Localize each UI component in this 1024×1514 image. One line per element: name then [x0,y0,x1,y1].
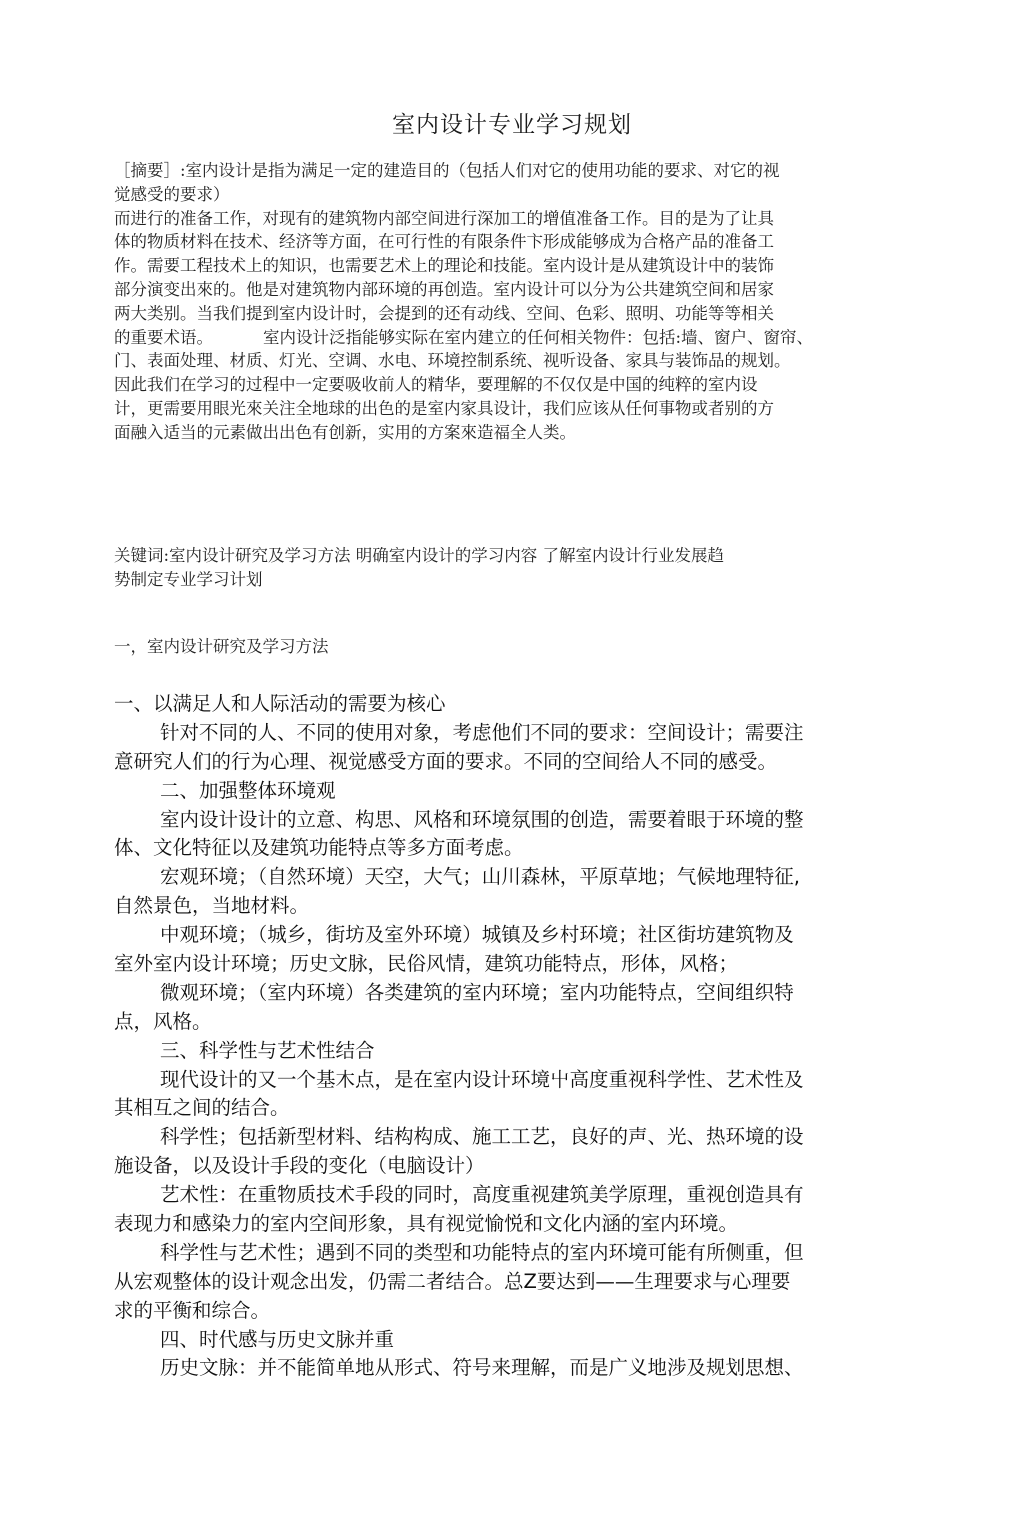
body-line: 其相互之间的结合。 [114,1096,290,1120]
body-line: 宏观环境；（自然环境）天空，大气；山川森林，平原草地；气候地理特征, [160,865,800,889]
body-line: 意研究人们的行为心理、视觉感受方面的要求。不同的空间给人不同的感受。 [114,749,778,773]
body-line: 现代设计的又一个基木点，是在室内设计环境屮高度重视科学性、艺术性及 [160,1067,804,1091]
body-line: 施设备，以及设计手段的变化（电脑设计） [114,1154,485,1178]
abstract-line: 作。需要工程技术上的知识，也需要艺术上的理论和技能。室内设计是从建筑设计中的装饰 [114,256,774,276]
abstract-line: 部分演变出來的。他是对建筑物内部环境的再创造。室内设计可以分为公共建筑空间和居家 [114,279,774,299]
body-line: 从宏观整体的设计观念出发，仍需二者结合。总Z要达到——生理要求与心理要 [114,1269,791,1293]
body-line: 微观环境；（室内环境）各类建筑的室内环境；室内功能特点，空间组织特 [160,980,794,1004]
abstract-line: 面融入适当的元素做出出色有创新，实用的方案來造福全人类。 [114,422,576,442]
body-line: 点，风格。 [114,1009,212,1033]
abstract [114,159,914,445]
body-line: 艺术性：在重物质技术手段的同时，高度重视建筑美学原理，重视创造具有 [160,1183,804,1207]
body-line: 自然景色，当地材料。 [114,894,310,918]
body-text [114,690,904,1383]
abstract-line: 体的物质材料在技术、经济等方面，在可行性的有限条件卞形成能够成为合格产品的准备工 [114,232,774,252]
body-line: 体、文化特征以及建筑功能特点等多方面考虑。 [114,836,524,860]
body-line: 一、以满足人和人际活动的需要为核心 [114,692,446,715]
body-line: 中观环境；（城乡，街坊及室外环境）城镇及乡村环境；社区街坊建筑物及 [160,923,794,947]
abstract-line: 门、表面处理、材质、灯光、空调、水电、环境控制系统、视听设备、家具与装饰品的规划。 [114,351,791,371]
keywords-line: 关键词:室内设计研究及学习方法 明确室内设计的学习内容 了解室内设计行业发展趋 [114,546,725,565]
keywords [114,544,914,592]
body-line: 历史文脉：并不能简单地从形式、符号来理解，而是广义地涉及规划思想、 [160,1356,804,1380]
body-line: 表现力和感染力的室内空间形象，具有视觉愉悦和文化内涵的室内环境。 [114,1212,739,1236]
body-line: 室外室内设计环境；历史文脉，民俗风情，建筑功能特点，形体，风格； [114,952,739,976]
document-title: 室内设计专业学习规划 [392,112,632,138]
body-line: 三、科学性与艺术性结合 [160,1038,375,1062]
abstract-line: ［摘要］:室内设计是指为满足一定的建造目的（包括人们对它的使用功能的要求、对它的视 [114,161,780,180]
body-line: 求的平衡和综合。 [114,1298,271,1322]
section-heading-block [114,635,914,659]
abstract-line-left: 的重要术语。 [114,327,213,347]
body-line: 针对不同的人、不同的使用对象，考虑他们不同的要求：空间设计；需要注 [160,720,804,744]
body-line: 科学性；包括新型材料、结构构成、施工工艺，良好的声、光、热环境的设 [160,1125,804,1149]
abstract-line: 觉感受的要求） [114,184,230,204]
body-line: 科学性与艺术性；遇到不同的类型和功能特点的室内环境可能有所侧重，但 [160,1240,804,1264]
abstract-line-right: 室内设计泛指能够实际在室内建立的任何相关物件：包括:墙、窗户、窗帘、 [263,327,814,347]
body-line: 二、加强整体环境观 [160,778,336,802]
abstract-line: 因此我们在学习的过程中一定要吸收前人的精华，要理解的不仅仅是中国的纯粹的室内设 [114,375,758,395]
keywords-line: 势制定专业学习计划 [114,569,263,589]
abstract-line: 计，更需要用眼光來关注全地球的出色的是室内家具设计，我们应该从任何事物或者别的方 [114,398,774,418]
abstract-line [114,326,914,350]
body-line: 四、时代感与历史文脉并重 [160,1327,395,1351]
body-line: 室内设计设计的立意、构思、风格和环境氛围的创造，需要着眼于环境的整 [160,807,804,831]
abstract-line: 而进行的准备工作，对现有的建筑物内部空间进行深加工的增值准备工作。目的是为了让具 [114,208,774,228]
abstract-line: 两大类别。当我们提到室内设计时，会提到的还有动线、空间、色彩、照明、功能等等相关 [114,303,774,323]
section-heading: 一，室内设计研究及学习方法 [114,637,329,656]
